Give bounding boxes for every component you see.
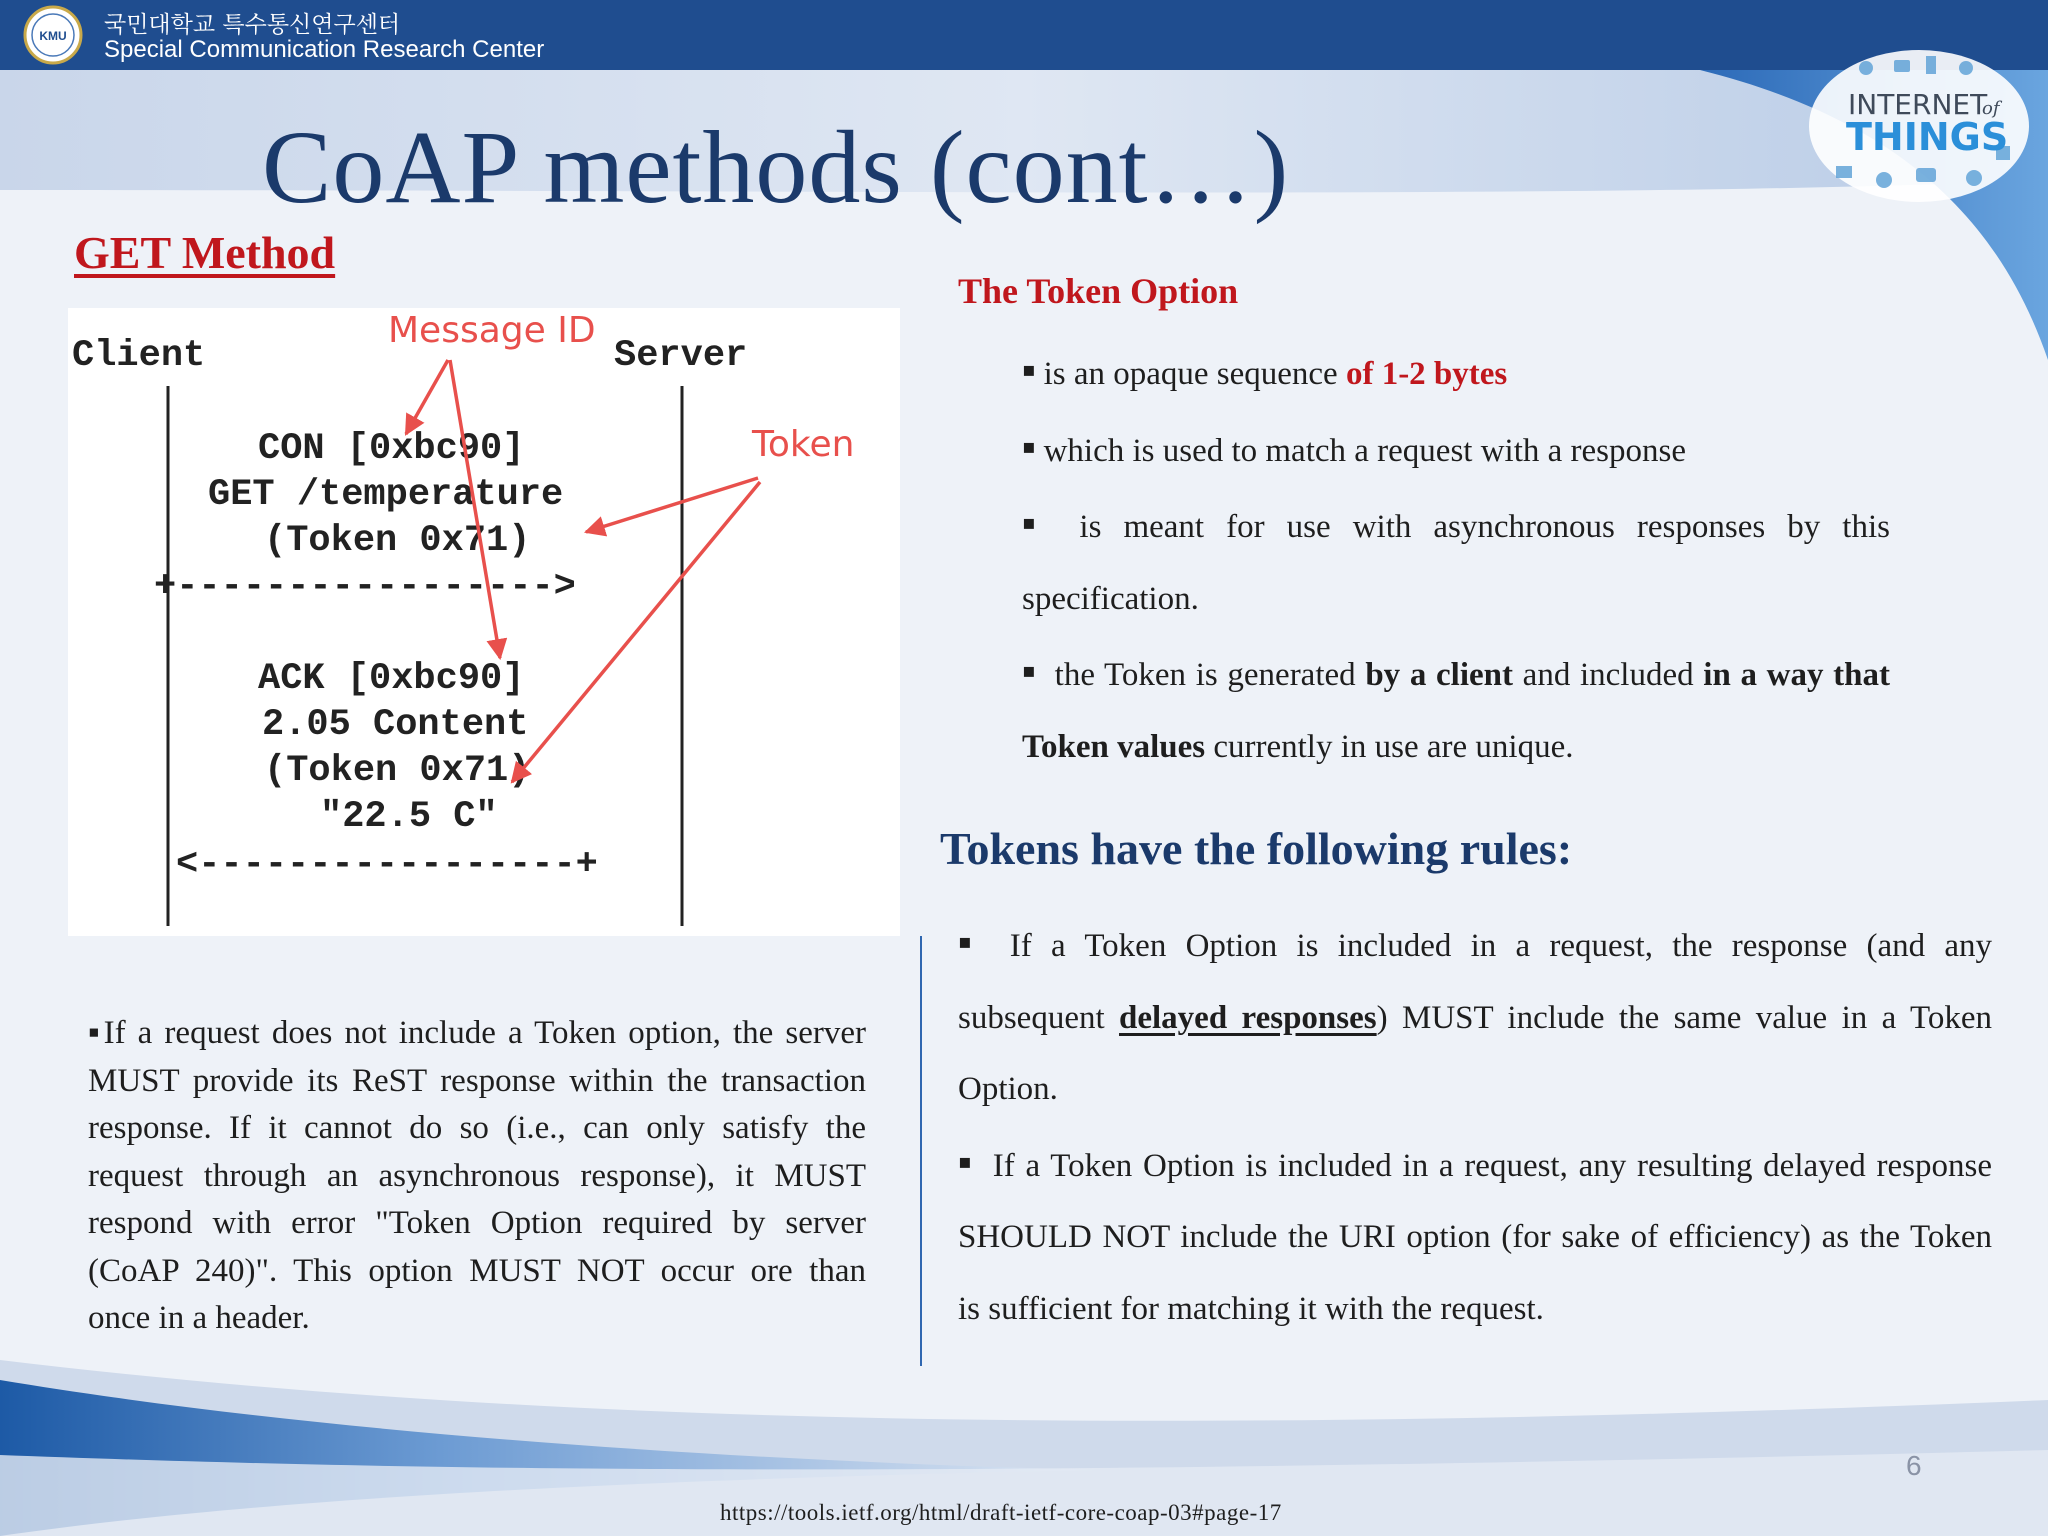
- token-option-item: ▪ the Token is generated by a client and included in a way that Token values currently in use are unique.: [1022, 657, 1890, 765]
- response-line-4: "22.5 C": [320, 796, 498, 838]
- token-label: Token: [752, 424, 855, 465]
- page-number: 6: [1906, 1450, 1922, 1481]
- slide-title: CoAP methods (cont…): [262, 110, 1290, 225]
- token-option-heading: The Token Option: [958, 271, 1239, 311]
- source-url: https://tools.ietf.org/html/draft-ietf-core-coap-03#page-17: [720, 1500, 1282, 1525]
- bullet-icon: ▪: [958, 1148, 975, 1173]
- request-arrow: +----------------->: [154, 566, 576, 608]
- paragraph-bullet: ▪: [88, 1015, 104, 1051]
- paragraph-text: If a request does not include a Token option, the server MUST provide its ReST response within the transaction response. If it cannot do so (i.e., can only satisfy the request through an asynchronous response), it MUST respond with error "Token Option required by server (CoAP 240)". This option MUST NOT occur ore than once in a header.: [88, 1015, 867, 1336]
- token-option-item: ▪ is an opaque sequence of 1-2 bytes: [1022, 356, 1508, 392]
- token-option-item: ▪ which is used to match a request with a response: [1022, 432, 1686, 469]
- internet-of-things-badge: [1806, 46, 2032, 206]
- token-rules-list: [958, 906, 1992, 1345]
- request-line-1: CON [0xbc90]: [258, 428, 525, 470]
- university-logo: [20, 5, 86, 65]
- token-option-list: [1022, 334, 1890, 783]
- badge-of-text: of: [1982, 98, 2000, 119]
- token-option-item: ▪ is meant for use with asynchronous responses by this specification.: [1022, 509, 1890, 617]
- header-bar: [0, 0, 2048, 70]
- response-line-2: 2.05 Content: [262, 704, 529, 746]
- org-name-english: Special Communication Research Center: [104, 36, 545, 63]
- response-line-3: (Token 0x71): [264, 750, 531, 792]
- server-label: Server: [614, 335, 748, 377]
- response-line-1: ACK [0xbc90]: [258, 658, 525, 700]
- request-line-3: (Token 0x71): [264, 520, 531, 562]
- token-rules-heading: Tokens have the following rules:: [940, 823, 1573, 874]
- token-rule-item: ▪ If a Token Option is included in a request, any resulting delayed response SHOULD NOT include the URI option (for sake of efficiency) as the Token is sufficient for matching it with the request.: [958, 1147, 1992, 1327]
- bullet-icon: ▪: [1022, 658, 1037, 682]
- request-line-2: GET /temperature: [208, 474, 564, 516]
- badge-things-text: THINGS: [1846, 115, 2009, 159]
- bullet-icon: ▪: [1022, 357, 1036, 381]
- org-name-korean: 국민대학교 특수통신연구센터: [104, 12, 401, 38]
- column-divider: [920, 936, 922, 1366]
- coap-get-sequence-diagram: [68, 308, 900, 936]
- bullet-icon: ▪: [1022, 510, 1050, 534]
- badge-internet-text: INTERNET: [1848, 88, 1988, 121]
- get-method-heading: GET Method: [74, 227, 336, 278]
- response-arrow: <-----------------+: [176, 844, 598, 886]
- token-rule-item: ▪ If a Token Option is included in a request, the response (and any subsequent delayed responses) MUST include the same value in a Token Option.: [958, 928, 1993, 1107]
- logo-text: KMU: [39, 29, 67, 43]
- bullet-icon: ▪: [1022, 433, 1036, 458]
- bullet-icon: ▪: [958, 929, 983, 953]
- client-label: Client: [72, 335, 206, 377]
- token-requirement-paragraph: [88, 1010, 866, 1343]
- message-id-label: Message ID: [388, 310, 596, 351]
